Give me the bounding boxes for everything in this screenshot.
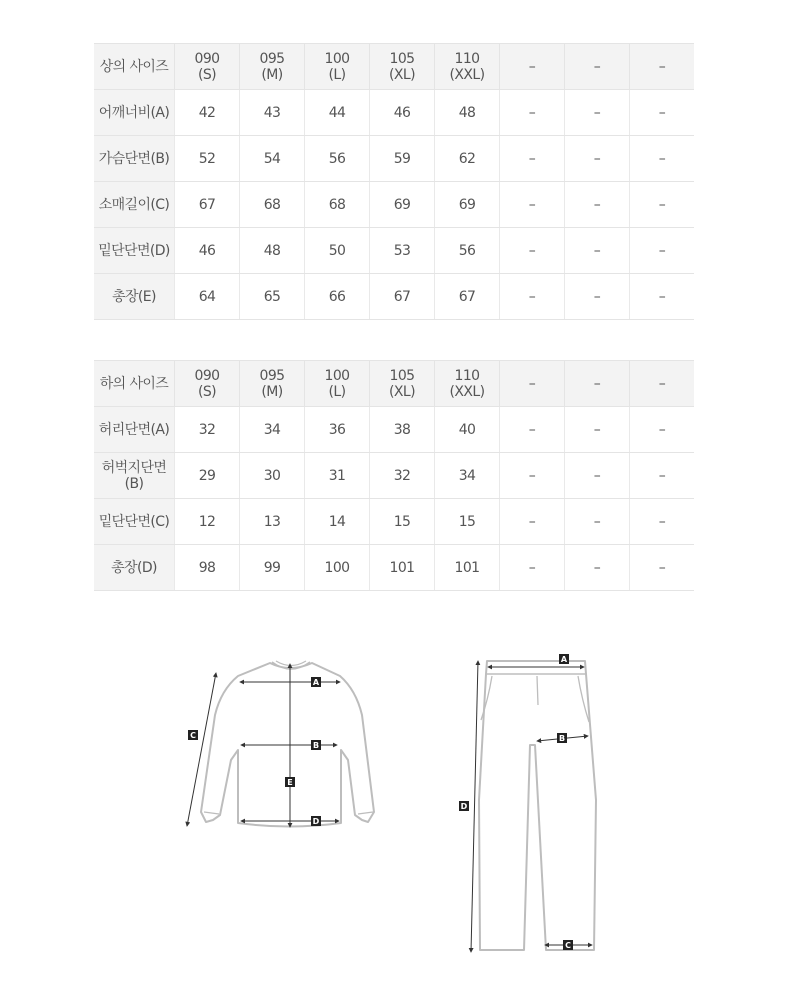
bottom-size-header: 105 (XL) — [370, 361, 435, 407]
table-cell: 31 — [305, 453, 370, 499]
empty-cell: – — [565, 182, 630, 228]
table-cell: 15 — [370, 499, 435, 545]
table-cell: 100 — [305, 545, 370, 591]
table-cell: 44 — [305, 90, 370, 136]
empty-cell: – — [565, 274, 630, 320]
table-cell: 59 — [370, 136, 435, 182]
empty-cell: – — [630, 90, 695, 136]
table-cell: 56 — [435, 228, 500, 274]
empty-cell: – — [630, 545, 695, 591]
svg-text:A: A — [560, 655, 568, 664]
bottom-size-header: 100 (L) — [305, 361, 370, 407]
row-label: 허벅지단면(B) — [94, 453, 175, 499]
table-cell: 52 — [175, 136, 240, 182]
empty-cell: – — [500, 90, 565, 136]
top-empty-header: – — [500, 44, 565, 90]
table-cell: 48 — [240, 228, 305, 274]
table-cell: 14 — [305, 499, 370, 545]
table-cell: 65 — [240, 274, 305, 320]
empty-cell: – — [565, 90, 630, 136]
empty-cell: – — [500, 182, 565, 228]
table-cell: 67 — [175, 182, 240, 228]
bottom-marker-b — [557, 733, 567, 743]
top-size-header: 095 (M) — [240, 44, 305, 90]
table-cell: 53 — [370, 228, 435, 274]
top-marker-b — [311, 740, 321, 750]
bottom-empty-header: – — [500, 361, 565, 407]
table-cell: 62 — [435, 136, 500, 182]
top-size-header: 100 (L) — [305, 44, 370, 90]
table-cell: 42 — [175, 90, 240, 136]
table-cell: 69 — [370, 182, 435, 228]
top-marker-a — [311, 677, 321, 687]
row-label: 밑단단면(C) — [94, 499, 175, 545]
table-cell: 67 — [435, 274, 500, 320]
empty-cell: – — [630, 499, 695, 545]
row-label: 어깨너비(A) — [94, 90, 175, 136]
bottom-size-header: 090 (S) — [175, 361, 240, 407]
bottom-empty-header: – — [630, 361, 695, 407]
table-cell: 12 — [175, 499, 240, 545]
bottom-header-label: 하의 사이즈 — [94, 361, 175, 407]
empty-cell: – — [565, 407, 630, 453]
bottom-size-header: 110 (XXL) — [435, 361, 500, 407]
top-size-header: 090 (S) — [175, 44, 240, 90]
table-cell: 99 — [240, 545, 305, 591]
top-header-label: 상의 사이즈 — [94, 44, 175, 90]
row-label: 밑단단면(D) — [94, 228, 175, 274]
table-cell: 32 — [175, 407, 240, 453]
table-cell: 50 — [305, 228, 370, 274]
table-cell: 101 — [370, 545, 435, 591]
svg-text:C: C — [190, 731, 196, 740]
empty-cell: – — [565, 228, 630, 274]
row-label: 허리단면(A) — [94, 407, 175, 453]
table-cell: 40 — [435, 407, 500, 453]
empty-cell: – — [500, 274, 565, 320]
table-cell: 46 — [175, 228, 240, 274]
empty-cell: – — [565, 136, 630, 182]
table-cell: 13 — [240, 499, 305, 545]
bottom-marker-d — [459, 801, 469, 811]
table-cell: 54 — [240, 136, 305, 182]
empty-cell: – — [500, 136, 565, 182]
bottom-empty-header: – — [565, 361, 630, 407]
table-cell: 69 — [435, 182, 500, 228]
table-cell: 67 — [370, 274, 435, 320]
top-marker-c — [188, 730, 198, 740]
table-cell: 30 — [240, 453, 305, 499]
svg-text:B: B — [312, 741, 320, 750]
empty-cell: – — [630, 136, 695, 182]
table-cell: 34 — [240, 407, 305, 453]
table-cell: 38 — [370, 407, 435, 453]
svg-text:B: B — [558, 734, 566, 743]
bottom-marker-c — [563, 940, 573, 950]
empty-cell: – — [565, 453, 630, 499]
empty-cell: – — [500, 407, 565, 453]
top-empty-header: – — [565, 44, 630, 90]
top-garment-outline — [201, 661, 374, 827]
empty-cell: – — [565, 545, 630, 591]
empty-cell: – — [500, 545, 565, 591]
table-cell: 56 — [305, 136, 370, 182]
table-cell: 98 — [175, 545, 240, 591]
empty-cell: – — [500, 228, 565, 274]
empty-cell: – — [630, 228, 695, 274]
table-cell: 43 — [240, 90, 305, 136]
table-cell: 15 — [435, 499, 500, 545]
empty-cell: – — [565, 499, 630, 545]
top-size-header: 110 (XXL) — [435, 44, 500, 90]
top-empty-header: – — [630, 44, 695, 90]
table-cell: 29 — [175, 453, 240, 499]
table-cell: 68 — [240, 182, 305, 228]
top-size-header: 105 (XL) — [370, 44, 435, 90]
row-label: 총장(E) — [94, 274, 175, 320]
svg-text:C: C — [565, 941, 571, 950]
bottom-garment-outline — [479, 661, 596, 950]
svg-text:D: D — [312, 817, 320, 826]
row-label: 소매길이(C) — [94, 182, 175, 228]
table-cell: 66 — [305, 274, 370, 320]
empty-cell: – — [500, 499, 565, 545]
empty-cell: – — [630, 453, 695, 499]
empty-cell: – — [630, 407, 695, 453]
empty-cell: – — [630, 182, 695, 228]
bottom-size-header: 095 (M) — [240, 361, 305, 407]
svg-text:A: A — [312, 678, 320, 687]
row-label: 가슴단면(B) — [94, 136, 175, 182]
table-cell: 101 — [435, 545, 500, 591]
svg-text:D: D — [460, 802, 468, 811]
bottom-marker-a — [559, 654, 569, 664]
row-label: 총장(D) — [94, 545, 175, 591]
empty-cell: – — [500, 453, 565, 499]
table-cell: 32 — [370, 453, 435, 499]
table-cell: 36 — [305, 407, 370, 453]
svg-text:E: E — [287, 778, 293, 787]
top-marker-d — [311, 816, 321, 826]
table-cell: 64 — [175, 274, 240, 320]
table-cell: 48 — [435, 90, 500, 136]
table-cell: 68 — [305, 182, 370, 228]
table-cell: 46 — [370, 90, 435, 136]
top-marker-e — [285, 777, 295, 787]
empty-cell: – — [630, 274, 695, 320]
table-cell: 34 — [435, 453, 500, 499]
